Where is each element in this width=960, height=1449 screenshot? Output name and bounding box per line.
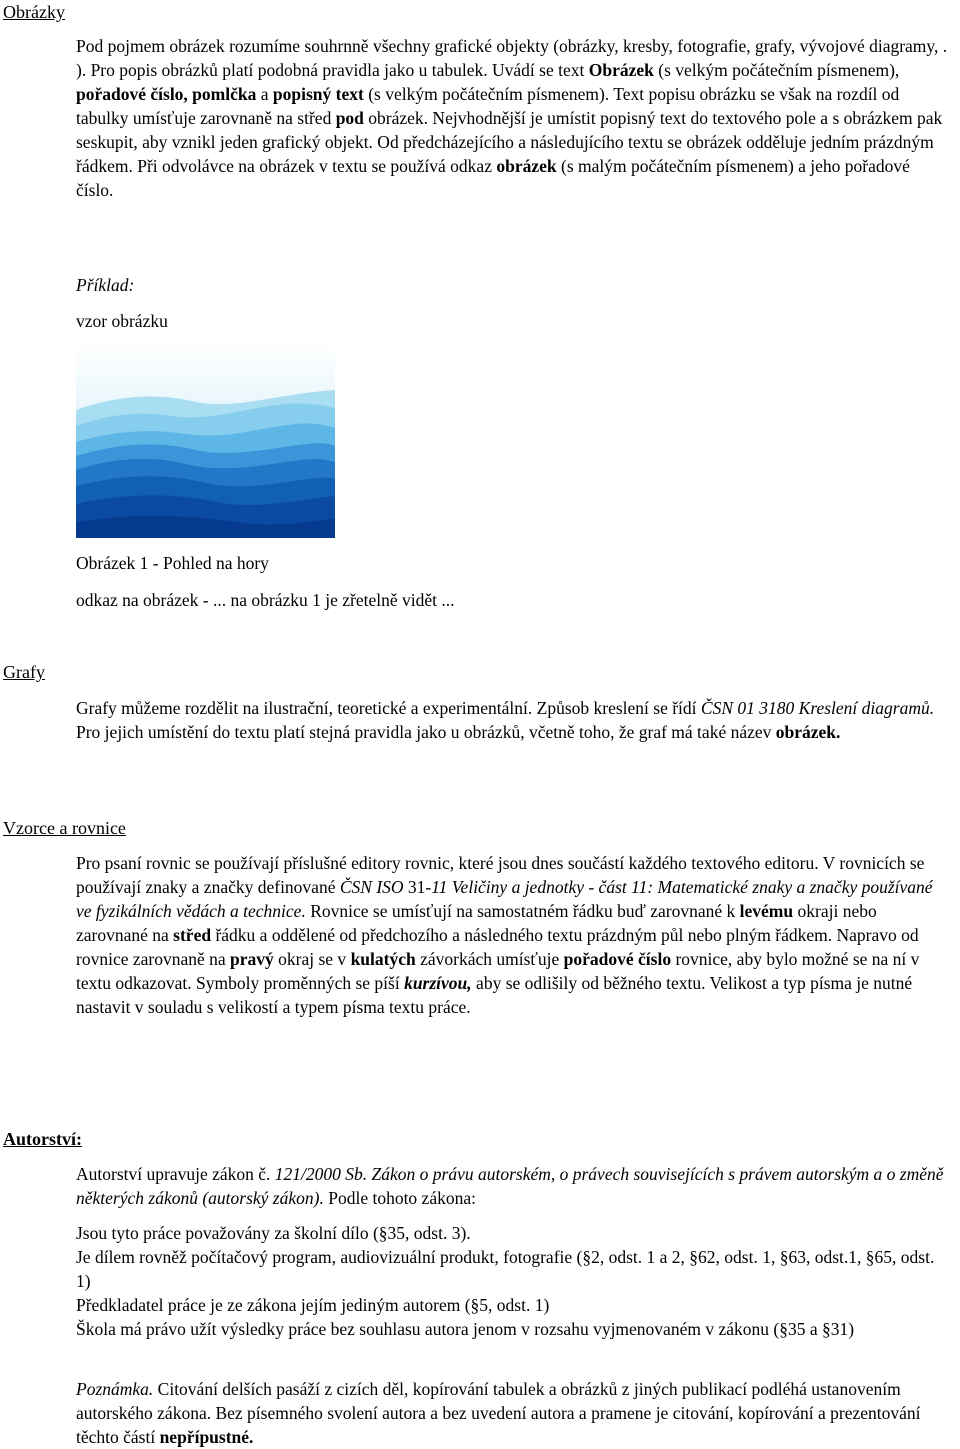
autorstvi-list <box>76 1221 948 1341</box>
figure-caption: Obrázek 1 - Pohled na hory <box>76 553 269 573</box>
grafy-paragraph: Grafy můžeme rozdělit na ilustrační, teoretické a experimentální. Způsob kreslení se řídí ČSN 01 3180 Kreslení diagramů. Pro jejich umístění do textu platí stejná pravidla jako u obrázků, včetně toho, že graf má také název obrázek. <box>76 698 935 742</box>
obrazky-paragraph: Pod pojmem obrázek rozumíme souhrnně všechny grafické objekty (obrázky, kresby, fotografie, grafy, vývojové diagramy, . ). Pro popis obrázků platí podobná pravidla jako u tabulek. Uvádí se text Obrázek (s velkým počátečním písmenem), pořadové číslo, pomlčka a popisný text (s velkým počátečním písmenem). Text popisu obrázku se však na rozdíl od tabulky umísťuje zarovnaně na střed pod obrázek. Nejvhodnější je umístit popisný text do textového pole a s obrázkem pak seskupit, aby vznikl jeden grafický objekt. Od předcházejícího a následujícího textu se obrázek odděluje jedním prázdným řádkem. Při odvolávce na obrázek v textu se používá odkaz obrázek (s malým počátečním písmenem) a jeho pořadové číslo. <box>76 36 948 200</box>
heading-grafy: Grafy <box>3 662 45 682</box>
example-label: Příklad: <box>76 275 135 295</box>
autorstvi-intro: Autorství upravuje zákon č. 121/2000 Sb. Zákon o právu autorském, o právech souvisejících s právem autorským a o změně některých zákonů (autorský zákon). Podle tohoto zákona: <box>76 1164 944 1208</box>
list-item: Je dílem rovněž počítačový program, audiovizuální produkt, fotografie (§2, odst. 1 a 2, §62, odst. 1, §63, odst.1, §65, odst. 1) <box>76 1247 935 1291</box>
list-item: Jsou tyto práce považovány za školní dílo (§35, odst. 3). <box>76 1223 471 1243</box>
example-title: vzor obrázku <box>76 311 168 331</box>
autorstvi-note: Poznámka. Citování delších pasáží z cizích děl, kopírování tabulek a obrázků z jiných publikací podléhá ustanovením autorského zákona. Bez písemného svolení autora a bez uvedení autora a pramene je citování, kopírování a prezentování těchto částí nepřípustné. <box>76 1379 921 1447</box>
list-item: Předkladatel práce je ze zákona jejím jediným autorem (§5, odst. 1) <box>76 1295 550 1315</box>
figure-reference: odkaz na obrázek - ... na obrázku 1 je zřetelně vidět ... <box>76 590 455 610</box>
heading-autorstvi: Autorství: <box>3 1129 82 1149</box>
vzorce-paragraph: Pro psaní rovnic se používají příslušné editory rovnic, které jsou dnes součástí každého textového editoru. V rovnicích se používají znaky a značky definované ČSN ISO 31-11 Veličiny a jednotky - část 11: Matematické znaky a značky používané ve fyzikálních vědách a technice. Rovnice se umísťují na samostatném řádku buď zarovnané k levému okraji nebo zarovnané na střed řádku a oddělené od předchozího a následného textu prázdným půl nebo plným řádkem. Napravo od rovnice zarovnaně na pravý okraj se v kulatých závorkách umísťuje pořadové číslo rovnice, aby bylo možné se na ní v textu odkazovat. Symboly proměnných se píší kurzívou, aby se odlišily od běžného textu. Velikost a typ písma je nutné nastavit v souladu s velikostí a typem písma textu práce. <box>76 853 933 1017</box>
heading-vzorce: Vzorce a rovnice <box>3 818 126 838</box>
heading-obrazky: Obrázky <box>3 2 65 22</box>
list-item: Škola má právo užít výsledky práce bez souhlasu autora jenom v rozsahu vyjmenovaném v zákonu (§35 a §31) <box>76 1319 855 1339</box>
mountain-landscape-image <box>76 344 335 538</box>
